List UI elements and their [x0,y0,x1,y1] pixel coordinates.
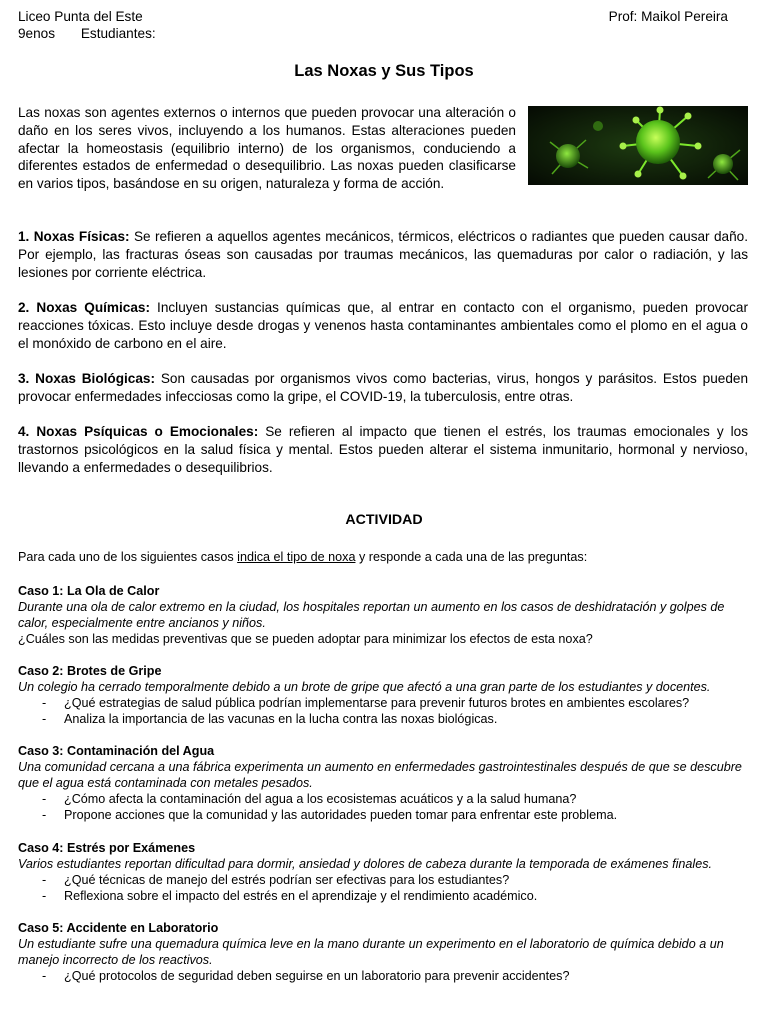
question-text: Reflexiona sobre el impacto del estrés en el aprendizaje y el rendimiento académico. [64,889,538,903]
bullet-dash: - [42,808,47,822]
noxa-type-label: 1. Noxas Físicas: [18,229,130,244]
case-description: Varios estudiantes reportan dificultad para dormir, ansiedad y dolores de cabeza durante la temporada de exámenes finales. [18,857,713,871]
noxa-type-2 [18,299,748,352]
case-3 [18,743,748,823]
case-description: Un colegio ha cerrado temporalmente debido a un brote de gripe que afectó a una gran parte de los estudiantes y docentes. [18,680,711,694]
teacher-name: Prof: Maikol Pereira [608,9,728,24]
list-item [18,807,748,823]
bullet-dash: - [42,873,47,887]
question-text: Propone acciones que la comunidad y las autoridades pueden tomar para enfrentar este problema. [64,808,618,822]
document-header [18,8,728,42]
bullet-dash: - [42,792,47,806]
instructions-underlined: indica el tipo de noxa [237,550,356,564]
noxa-type-label: 2. Noxas Químicas: [18,300,150,315]
question-text: Analiza la importancia de las vacunas en la lucha contra las noxas biológicas. [64,712,498,726]
case-title: Caso 4: Estrés por Exámenes [18,841,196,855]
green-virus-image [528,106,748,185]
noxa-type-text: Incluyen sustancias químicas que, al entrar en contacto con el organismo, pueden provocar reacciones tóxicas. Esto incluye desde drogas y venenos hasta contaminantes ambientales como el plomo en el agua o el monóxido de carbono en el aire. [18,300,748,351]
header-row-1 [18,8,728,25]
case-questions-list [18,695,748,727]
case-description: Un estudiante sufre una quemadura química leve en la mano durante un experimento en el laboratorio de química debido a un manejo incorrecto de los reactivos. [18,937,724,967]
case-questions-list [18,872,748,904]
bullet-dash: - [42,889,47,903]
case-questions-list [18,791,748,823]
noxa-type-text: Se refieren a aquellos agentes mecánicos, térmicos, eléctricos o radiantes que pueden causar daño. Por ejemplo, las fracturas óseas son causadas por traumas mecánicos, las quemaduras por calor o radiación, y las lesiones por corriente eléctrica. [18,229,748,280]
case-questions-list [18,968,748,984]
question-text: ¿Qué protocolos de seguridad deben seguirse en un laboratorio para prevenir accidentes? [64,969,570,983]
case-description: Una comunidad cercana a una fábrica experimenta un aumento en enfermedades gastrointestinales después de que se descubre que el agua está contaminada con metales pesados. [18,760,742,790]
instructions-text: Para cada uno de los siguientes casos [18,550,238,564]
bullet-dash: - [42,712,47,726]
noxa-type-label: 3. Noxas Biológicas: [18,371,156,386]
header-row-2 [18,25,728,42]
grade-label: 9enos [18,26,56,41]
noxa-type-3 [18,370,748,406]
noxa-type-label: 4. Noxas Psíquicas o Emocionales: [18,424,259,439]
activity-title: ACTIVIDAD [345,512,423,528]
question-text: ¿Qué estrategias de salud pública podrían implementarse para prevenir futuros brotes en ambientes escolares? [64,696,690,710]
case-4 [18,840,748,904]
case-2 [18,663,748,727]
list-item [18,711,748,727]
case-title: Caso 2: Brotes de Gripe [18,664,162,678]
case-1 [18,583,748,647]
list-item [18,888,748,904]
case-5 [18,920,748,984]
instructions-text: y responde a cada una de las preguntas: [355,550,588,564]
case-title: Caso 3: Contaminación del Agua [18,744,215,758]
case-title: Caso 5: Accidente en Laboratorio [18,921,219,935]
activity-instructions [18,549,748,565]
page-title: Las Noxas y Sus Tipos [294,62,474,80]
list-item [18,872,748,888]
students-label: Estudiantes: [80,26,156,41]
bullet-dash: - [42,969,47,983]
question-text: ¿Qué técnicas de manejo del estrés podrían ser efectivas para los estudiantes? [64,873,510,887]
noxa-type-1 [18,228,748,281]
case-title: Caso 1: La Ola de Calor [18,584,160,598]
school-name: Liceo Punta del Este [18,9,143,24]
noxa-type-text: Se refieren al impacto que tienen el estrés, los traumas emocionales y los trastornos psicológicos en la salud física y mental. Estos pueden alterar el sistema inmunitario, hormonal y nervioso, llevando a enfermedades o desequilibrios. [18,424,748,475]
bullet-dash: - [42,696,47,710]
case-description: Durante una ola de calor extremo en la ciudad, los hospitales reportan un aumento en los casos de deshidratación y golpes de calor, especialmente entre ancianos y niños. [18,600,725,630]
list-item [18,968,748,984]
list-item [18,791,748,807]
list-item [18,695,748,711]
case-question: ¿Cuáles son las medidas preventivas que se pueden adoptar para minimizar los efectos de esta noxa? [18,632,593,646]
intro-paragraph: Las noxas son agentes externos o internos que pueden provocar una alteración o daño en los seres vivos, incluyendo a los humanos. Estas alteraciones pueden afectar la homeostasis (equilibrio interno) de los organismos, conduciendo a diferentes estados de enfermedad o desequilibrio. Las noxas pueden clasificarse en varios tipos, basándose en su origen, naturaleza y forma de acción. [18,105,516,192]
noxa-type-text: Son causadas por organismos vivos como bacterias, virus, hongos y parásitos. Estos pueden provocar enfermedades infecciosas como la gripe, el COVID-19, la tuberculosis, entre otras. [18,371,749,404]
question-text: ¿Cómo afecta la contaminación del agua a los ecosistemas acuáticos y a la salud humana? [64,792,577,806]
noxa-type-4 [18,423,748,476]
